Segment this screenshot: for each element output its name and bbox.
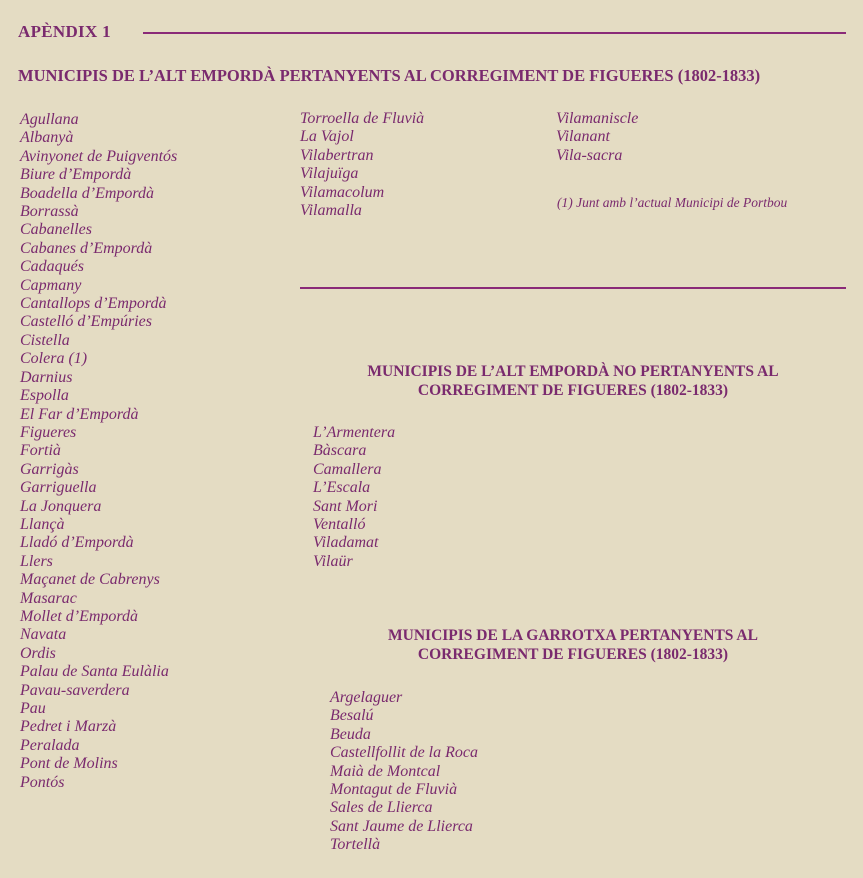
section-divider: [300, 287, 846, 289]
section3-list: [330, 689, 478, 855]
list-item: La Vajol: [300, 128, 354, 146]
list-item: L’Armentera: [313, 424, 396, 441]
appendix-label: APÈNDIX 1: [18, 22, 111, 41]
list-item: Llers: [20, 552, 53, 570]
list-item: Vilamacolum: [300, 183, 385, 201]
list-item: Castelló d’Empúries: [20, 313, 152, 331]
list-item: Sales de Llierca: [330, 799, 433, 817]
list-item: Llançà: [20, 515, 65, 533]
footnote: (1) Junt amb l’actual Municipi de Portbou: [557, 195, 788, 210]
list-item: Cabanes d’Empordà: [20, 239, 153, 257]
list-item: Vilamaniscle: [556, 110, 639, 127]
list-item: Maià de Montcal: [330, 762, 441, 780]
list-item: Vilanant: [556, 128, 610, 146]
list-item: Albanyà: [20, 129, 74, 147]
list-item: Torroella de Fluvià: [300, 110, 425, 127]
list-item: Vila-sacra: [556, 146, 623, 164]
list-item: Vilabertran: [300, 146, 374, 164]
list-item: Besalú: [330, 707, 374, 725]
list-item: Peralada: [20, 736, 80, 754]
list-item: Boadella d’Empordà: [20, 184, 155, 202]
section3-title: [300, 626, 846, 664]
list-item: Cantallops d’Empordà: [20, 295, 167, 313]
list-item: Figueres: [20, 423, 77, 441]
list-item: Cistella: [20, 331, 70, 349]
list-item: Ordis: [20, 644, 56, 662]
section1-column-1: [20, 111, 177, 792]
list-item: Pontós: [20, 773, 65, 791]
section3-title-line1: MUNICIPIS DE LA GARROTXA PERTANYENTS AL: [388, 627, 758, 644]
list-item: Castellfollit de la Roca: [330, 744, 478, 762]
section1-column-2: [300, 110, 424, 220]
list-item: Argelaguer: [330, 689, 403, 706]
section2-list: [313, 424, 395, 571]
list-item: Biure d’Empordà: [20, 166, 132, 184]
list-item: Vilamalla: [300, 202, 362, 220]
list-item: Darnius: [20, 368, 73, 386]
list-item: Beuda: [330, 725, 371, 743]
list-item: Pau: [20, 700, 46, 717]
list-item: L’Escala: [313, 479, 371, 497]
list-item: Garrigàs: [20, 460, 79, 478]
list-item: Pavau-saverdera: [20, 681, 130, 699]
section1-title: MUNICIPIS DE L’ALT EMPORDÀ PERTANYENTS AL CORREGIMENT DE FIGUERES (1802-1833): [18, 66, 761, 85]
section3-title-line2: CORREGIMENT DE FIGUERES (1802-1833): [417, 646, 729, 663]
list-item: Camallera: [313, 460, 382, 478]
list-item: Mollet d’Empordà: [20, 607, 139, 625]
list-item: Masarac: [20, 589, 77, 607]
list-item: Avinyonet de Puigventós: [20, 147, 178, 165]
list-item: Ventalló: [313, 516, 366, 534]
list-item: Pedret i Marzà: [20, 718, 117, 736]
list-item: Montagut de Fluvià: [330, 781, 458, 799]
list-item: Garriguella: [20, 479, 97, 497]
list-item: Sant Jaume de Llierca: [330, 817, 473, 835]
list-item: Fortià: [20, 442, 61, 460]
list-item: El Far d’Empordà: [20, 405, 139, 423]
list-item: Tortellà: [330, 836, 381, 854]
list-item: Cabanelles: [20, 221, 92, 239]
list-item: Borrassà: [20, 203, 79, 221]
list-item: Viladamat: [313, 534, 379, 552]
list-item: Cadaqués: [20, 258, 84, 276]
list-item: Pont de Molins: [20, 755, 118, 773]
list-item: Capmany: [20, 276, 82, 294]
section2-title: [300, 362, 846, 400]
section2-title-line2: CORREGIMENT DE FIGUERES (1802-1833): [417, 382, 729, 399]
list-item: Vilaür: [313, 552, 353, 570]
list-item: Maçanet de Cabrenys: [20, 571, 160, 589]
list-item: Bàscara: [313, 442, 367, 460]
appendix-rule: [143, 32, 846, 34]
list-item: Colera (1): [20, 350, 88, 368]
list-item: Palau de Santa Eulàlia: [20, 663, 169, 681]
section1-column-3: [556, 110, 638, 165]
list-item: Navata: [20, 626, 67, 644]
list-item: Agullana: [20, 111, 79, 128]
list-item: Lladó d’Empordà: [20, 534, 134, 552]
list-item: La Jonquera: [20, 497, 102, 515]
list-item: Espolla: [20, 387, 69, 405]
section2-title-line1: MUNICIPIS DE L’ALT EMPORDÀ NO PERTANYENTS AL: [367, 363, 779, 380]
list-item: Vilajuïga: [300, 165, 359, 183]
appendix-header: [18, 22, 846, 46]
list-item: Sant Mori: [313, 497, 378, 515]
